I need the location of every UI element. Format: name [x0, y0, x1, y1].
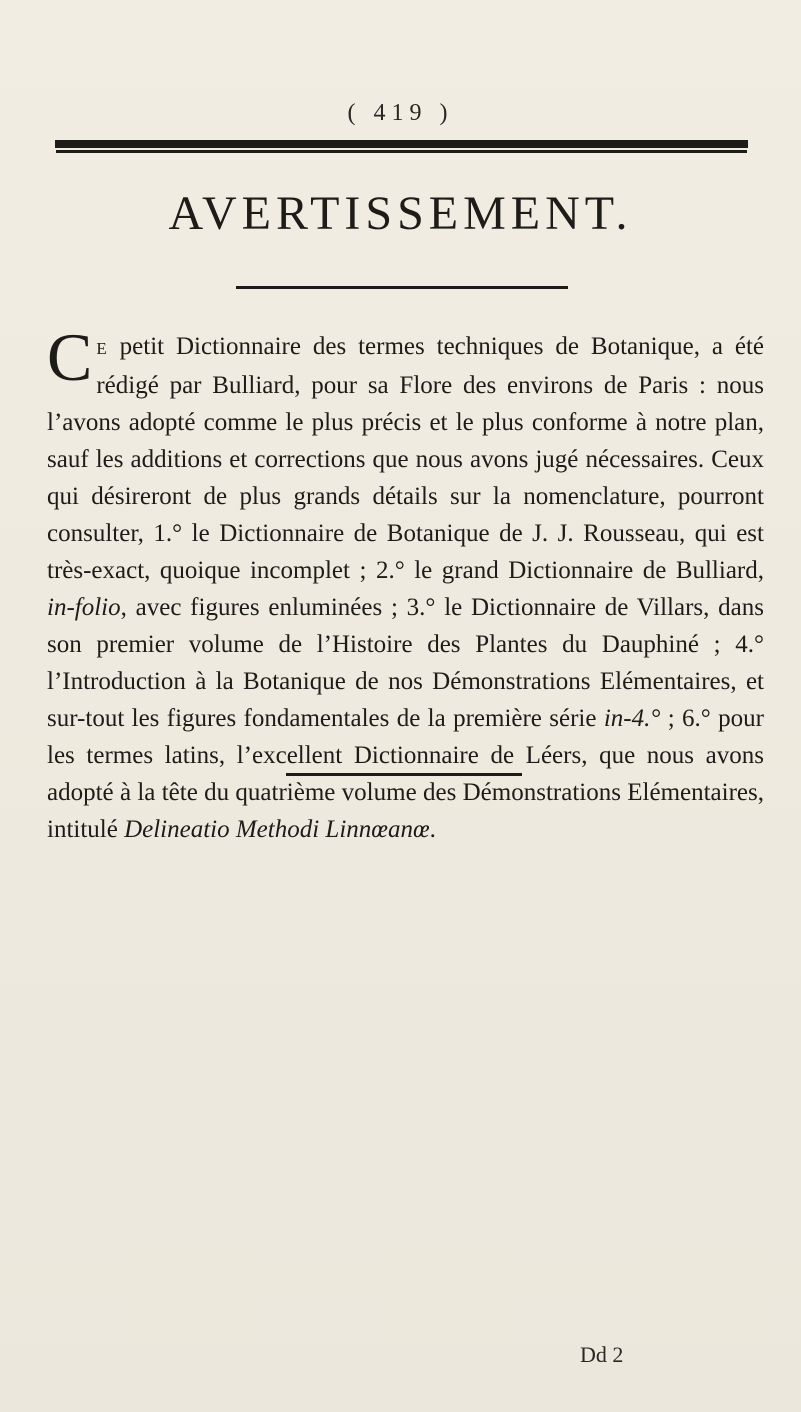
body-paragraph: [47, 319, 764, 848]
body-text-end: .: [429, 816, 436, 843]
signature-mark: Dd 2: [580, 1342, 624, 1367]
body-text-part-3: ; 6.° pour les termes latins, l’excellent Dictionnaire de Léers, que nous avons adopté à la tête du quatrième volume des Démonstrations Elémentaires, intitulé: [47, 705, 764, 843]
bottom-rule: [286, 773, 522, 776]
first-word-rest: E: [96, 339, 108, 358]
italic-in-folio: in-folio: [47, 594, 121, 621]
body-text-part-1: petit Dictionnaire des termes techniques de Botanique, a été rédigé par Bulliard, pour sa Flore des environs de Paris : nous l’avons adopté comme le plus précis et le plus conforme à notre plan, sauf les additions et corrections que nous avons jugé nécessaires. Ceux qui désireront de plus grands détails sur la nomenclature, pourront consulter, 1.° le Dictionnaire de Botanique de J. J. Rousseau, qui est très-exact, quoique incomplet ; 2.° le grand Dictionnaire de Bulliard,: [47, 333, 764, 584]
top-rule: [55, 140, 748, 150]
body-text-part-2: , avec figures enluminées ; 3.° le Dictionnaire de Villars, dans son premier volume de l’Histoire des Plantes du Dauphiné ; 4.° l’Introduction à la Botanique de nos Démonstrations Elémentaires, et sur-tout les figures fondamentales de la première série: [47, 594, 764, 732]
page-heading: AVERTISSEMENT.: [168, 187, 633, 240]
drop-cap: C: [47, 319, 93, 395]
page-number: ( 419 ): [347, 100, 454, 126]
heading-rule: [236, 286, 568, 289]
italic-latin-title: Delineatio Methodi Linnœanœ: [124, 816, 430, 843]
italic-in-4: in-4.°: [603, 705, 661, 732]
